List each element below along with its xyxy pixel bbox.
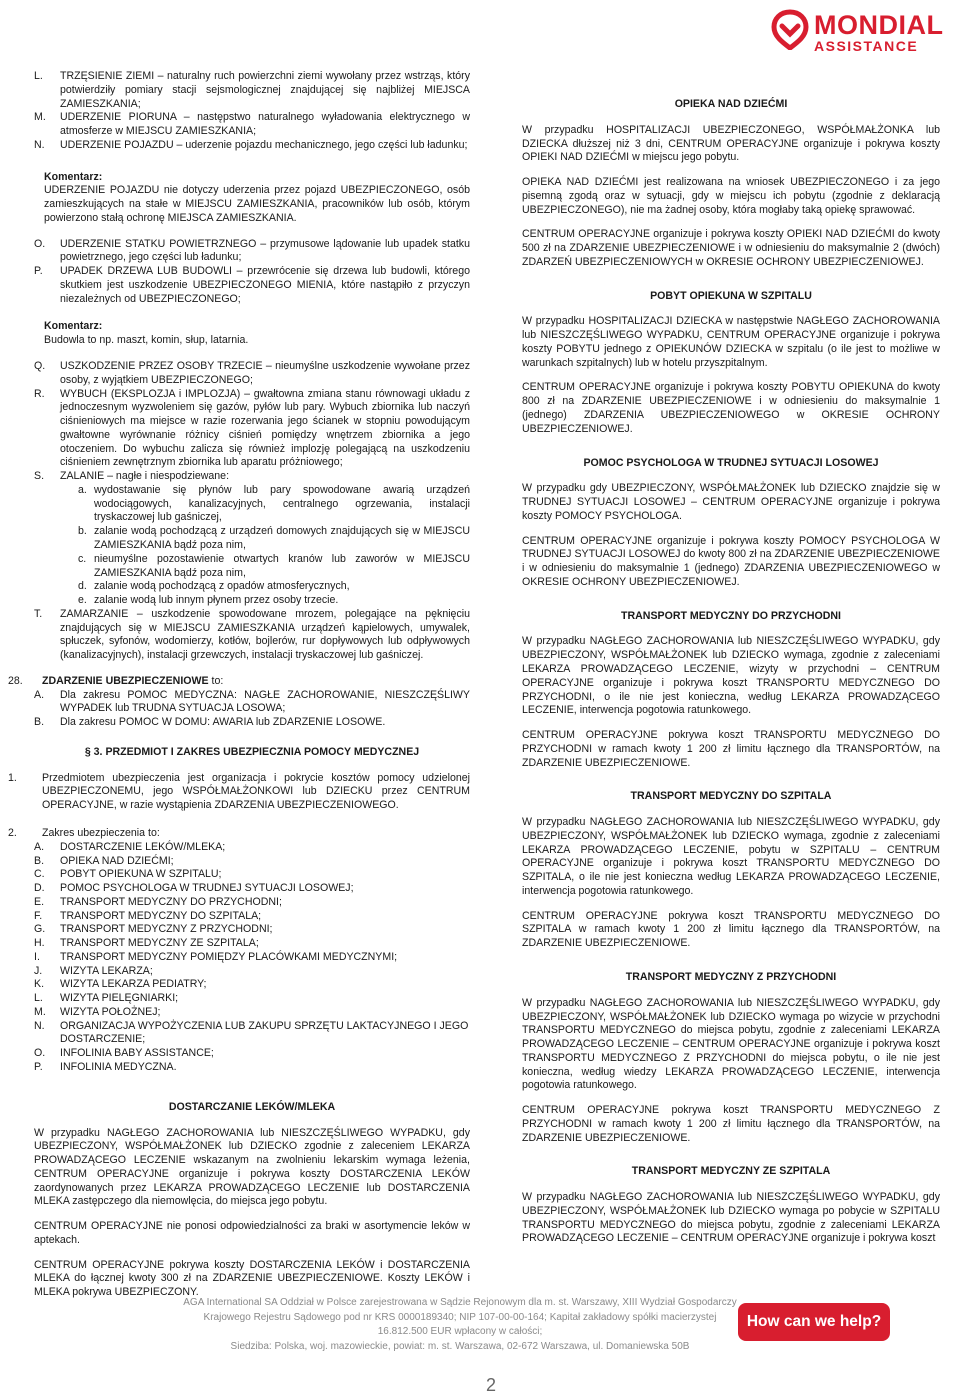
sub-marker: d. xyxy=(78,580,87,593)
scope-item xyxy=(34,965,470,979)
numbered-item-28 xyxy=(8,674,470,689)
scope-text: INFOLINIA MEDYCZNA. xyxy=(60,1061,177,1073)
numbered-item-2 xyxy=(8,826,470,841)
list-item xyxy=(34,689,470,717)
help-button[interactable]: How can we help? xyxy=(738,1303,890,1341)
scope-marker: D. xyxy=(34,882,45,895)
brand-logo xyxy=(770,6,960,56)
mondial-logo-icon xyxy=(770,8,810,50)
paragraph: W przypadku NAGŁEGO ZACHOROWANIA lub NIESZCZĘŚLIWEGO WYPADKU, gdy UBEZPIECZONY, WSPÓŁMAŁŻONEK lub DZIECKO wymaga po pobycie w SZPITALU TRANSPORTU MEDYCZNEGO do miejsca pobytu, zgodnie z zaleceniami LEKARZA PROWADZĄCEGO LECZENIE – CENTRUM OPERACYJNE organizuje i pokrywa koszt xyxy=(522,1191,940,1245)
sub-item xyxy=(78,525,470,553)
scope-item xyxy=(34,923,470,937)
item-marker: Q. xyxy=(34,360,46,373)
item-text: Dla zakresu POMOC W DOMU: AWARIA lub ZDARZENIE LOSOWE. xyxy=(60,716,386,729)
paragraph: CENTRUM OPERACYJNE pokrywa koszt TRANSPORTU MEDYCZNEGO DO SZPITALA w ramach kwoty 1 200 zł limitu łącznego dla TRANSPORTÓW, na ZDARZENIE UBEZPIECZENIOWE. xyxy=(522,909,940,950)
scope-marker: H. xyxy=(34,937,45,950)
paragraph: W przypadku NAGŁEGO ZACHOROWANIA lub NIESZCZĘŚLIWEGO WYPADKU, gdy UBEZPIECZONY, WSPÓŁMAŁŻONEK lub DZIECKO wymaga, zgodnie z zaleceniami LEKARZA PROWADZĄCEGO LECZENIE, pobytu w SZPITALU – CENTRUM OPERACYJNE organizuje i pokrywa koszt TRANSPORTU MEDYCZNEGO DO SZPITALA, o ile nie jest konieczna według LEKARZA PROWADZĄCEGO LECZENIE, interwencja pogotowia ratunkowego. xyxy=(522,816,940,897)
item-marker: O. xyxy=(34,237,46,250)
section-title: POBYT OPIEKUNA W SZPITALU xyxy=(650,289,812,302)
paragraph: CENTRUM OPERACYJNE organizuje i pokrywa koszty OPIEKI NAD DZIEĆMI do kwoty 500 zł na ZDARZENIE UBEZPIECZENIOWE i w odniesieniu do maksymalnie 2 (dwóch) ZDARZEŃ UBEZPIECZENIOWYCH w OKRESIE OCHRONY UBEZPIECZENIOWEJ. xyxy=(522,228,940,268)
scope-marker: I. xyxy=(34,950,40,963)
item-text: UDERZENIE POJAZDU – uderzenie pojazdu mechanicznego, jego części lub ładunku; xyxy=(60,138,468,151)
paragraph: OPIEKA NAD DZIEĆMI jest realizowana na wniosek UBEZPIECZONEGO i za jego pisemną zgodą oraz w sytuacji, gdy w miejscu ich pobytu (zgodnie z deklaracją UBEZPIECZONEGO), nie ma żadnej osoby, która mogłaby taką opiekę sprawować. xyxy=(522,176,940,216)
scope-marker: O. xyxy=(34,1047,46,1060)
sub-marker: a. xyxy=(78,483,87,496)
item-number: 1. xyxy=(8,771,17,784)
item-marker: P. xyxy=(34,265,43,278)
scope-text: POMOC PSYCHOLOGA W TRUDNEJ SYTUACJI LOSOWEJ; xyxy=(60,882,354,895)
legal-footer xyxy=(180,1296,740,1354)
sub-item xyxy=(78,484,470,525)
sub-text: zalanie wodą pochodzącą z opadów atmosferycznych, xyxy=(94,580,350,593)
list-item xyxy=(34,608,470,663)
scope-item xyxy=(34,978,470,992)
comment-label: Komentarz: xyxy=(44,320,103,333)
item-heading-suffix: to: xyxy=(211,674,224,687)
item-text: USZKODZENIE PRZEZ OSOBY TRZECIE – nieumyślne uszkodzenie wywołane przez osoby, z wyjątkiem UBEZPIECZONEGO; xyxy=(60,360,470,386)
list-item xyxy=(34,388,470,471)
right-column xyxy=(522,98,940,1257)
scope-item xyxy=(34,937,470,951)
paragraph: W przypadku gdy UBEZPIECZONY, WSPÓŁMAŁŻONEK lub DZIECKO znajdzie się w TRUDNEJ SYTUACJI LOSOWEJ – CENTRUM OPERACYJNE organizuje i pokrywa koszty POMOCY PSYCHOLOGA. xyxy=(522,482,940,522)
item-text: UDERZENIE STATKU POWIETRZNEGO – przymusowe lądowanie lub upadek statku powietrznego, jego części lub ładunku; xyxy=(60,237,470,264)
item-text: UPADEK DRZEWA LUB BUDOWLI – przewrócenie się drzewa lub budowli, którego skutkiem jest uszkodzenie UBEZPIECZONEGO MIENIA, które nastąpiło z przyczyn niezależnych od UBEZPIECZONEGO; xyxy=(60,265,470,305)
item-marker: N. xyxy=(34,138,45,151)
scope-text: OPIEKA NAD DZIEĆMI; xyxy=(60,854,174,867)
footer-line: Krajowego Rejestru Sądowego pod nr KRS 0000189340; NIP 107-00-00-164; Kapitał zakładowy spółki macierzystej 16.812.500 EUR wpłacony w całości; xyxy=(203,1311,717,1337)
numbered-item-1 xyxy=(8,771,470,813)
left-column xyxy=(8,70,470,1311)
item-text: ZALANIE – nagłe i niespodziewane: xyxy=(60,470,230,483)
sub-marker: b. xyxy=(78,525,87,538)
paragraph: W przypadku NAGŁEGO ZACHOROWANIA lub NIESZCZĘŚLIWEGO WYPADKU, gdy UBEZPIECZONY, WSPÓŁMAŁŻONEK lub DZIECKO wymaga po wizycie w przychodni TRANSPORTU MEDYCZNEGO do miejsca pobytu, zgodnie z zaleceniami LEKARZA PROWADZĄCEGO LECZENIE – CENTRUM OPERACYJNE organizuje i pokrywa koszt TRANSPORTU MEDYCZNEGO Z PRZYCHODNI do miejsca pobytu, o ile nie jest konieczna, według wiedzy LEKARZA PROWADZĄCEGO LECZENIE, interwencja pogotowia ratunkowego. xyxy=(522,996,940,1092)
comment-text: UDERZENIE POJAZDU nie dotyczy uderzenia przez pojazd UBEZPIECZONEGO, osób zamieszkujących na stałe w MIEJSCU ZAMIESZKANIA, pracowników lub osób, którym powierzono stałą ochronę MIEJSCA ZAMIESZKANIA. xyxy=(44,184,470,224)
scope-item xyxy=(34,910,470,924)
scope-item xyxy=(34,1020,470,1048)
scope-text: TRANSPORT MEDYCZNY Z PRZYCHODNI; xyxy=(60,923,273,936)
item-text xyxy=(42,675,470,689)
paragraph: CENTRUM OPERACYJNE nie ponosi odpowiedzialności za braki w asortymencie leków w aptekach. xyxy=(34,1220,470,1246)
scope-marker: L. xyxy=(34,992,43,1005)
item-text: Przedmiotem ubezpieczenia jest organizacja i pokrycie kosztów pomocy udzielonej UBEZPIECZONEMU, jego WSPÓŁMAŁŻONKOWI lub DZIECKU przez CENTRUM OPERACYJNE, w razie wystąpienia ZDARZENIA UBEZPIECZENIOWEGO. xyxy=(42,771,470,812)
item-text: ZAMARZANIE – uszkodzenie spowodowane mrozem, polegające na pęknięciu znajdujących się w MIEJSCU ZAMIESZKANIA urządzeń kąpielowych, umywalek, spłuczek, syfonów, wodomierzy, kotłów, bojlerów, rur dopływowych lub odpływowych (kanalizacyjnych), instalacji grzewczych, instalacji tryskaczowej lub gaśniczej. xyxy=(60,607,470,662)
list-item xyxy=(34,238,470,266)
section-title: TRANSPORT MEDYCZNY ZE SZPITALA xyxy=(631,1165,831,1178)
section-title: TRANSPORT MEDYCZNY Z PRZYCHODNI xyxy=(625,970,837,983)
paragraph: CENTRUM OPERACYJNE pokrywa koszty DOSTARCZENIA LEKÓW i DOSTARCZENIA MLEKA do łącznej kwoty 300 zł na ZDARZENIE UBEZPIECZENIOWE. Koszty LEKÓW i MLEKA pokrywa UBEZPIECZONY. xyxy=(34,1258,470,1299)
item-text: WYBUCH (EKSPLOZJA i IMPLOZJA) – gwałtowna zmiana stanu równowagi układu z jednoczesnym wyzwoleniem się gazów, pyłów lub pary. Wybuch zbiornika lub naczyń ciśnieniowych ma miejsce w razie rozerwania jego ścianek w stopniu powodującym gwałtowne wyrównanie różnicy ciśnień pomiędzy wnętrzem zbiornika a jego otoczeniem. Do wybuchu zalicza się również implozję polegającą na uszkodzeniu ciśnieniem zewnętrznym zbiornika lub aparatu próżniowego; xyxy=(60,387,470,469)
scope-marker: B. xyxy=(34,854,45,867)
scope-marker: G. xyxy=(34,923,46,936)
scope-item xyxy=(34,992,470,1006)
scope-marker: F. xyxy=(34,909,43,922)
comment-box xyxy=(44,171,470,226)
scope-text: TRANSPORT MEDYCZNY POMIĘDZY PLACÓWKAMI MEDYCZNYMI; xyxy=(60,950,398,963)
item-number: 28. xyxy=(8,674,23,687)
item-text: TRZĘSIENIE ZIEMI – naturalny ruch powierzchni ziemi wywołany przez wstrząs, który potwierdziły pomiary stacji sejsmologicznej znajdującej się najbliżej MIEJSCA ZAMIESZKANIA; xyxy=(60,70,470,110)
sub-text: zalanie wodą lub innym płynem przez osoby trzecie. xyxy=(94,594,339,607)
footer-line: AGA International SA Oddział w Polsce zarejestrowana w Sądzie Rejonowym dla m. st. Warszawy, XIII Wydział Gospodarczy xyxy=(183,1297,737,1308)
scope-marker: N. xyxy=(34,1019,45,1032)
sub-text: nieumyślne pozostawienie otwartych kranów lub zaworów w MIEJSCU ZAMIESZKANIA bądź poza nim, xyxy=(94,552,470,579)
comment-box xyxy=(44,320,470,348)
item-text: UDERZENIE PIORUNA – następstwo naturalnego wyładowania elektrycznego w atmosferze w MIEJSCU ZAMIESZKANIA; xyxy=(60,111,470,138)
paragraph: W przypadku NAGŁEGO ZACHOROWANIA lub NIESZCZĘŚLIWEGO WYPADKU, gdy UBEZPIECZONY, WSPÓŁMAŁŻONEK lub DZIECKO zgodnie z zaleceniem LEKARZA PROWADZĄCEGO LECZENIE wskazanym na zwolnieniu lekarskim wymaga leżenia, CENTRUM OPERACYJNE organizuje i pokrywa koszty DOSTARCZENIA LEKÓW zaordynowanych przez LEKARZA PROWADZĄCEGO LECZENIE lub DOSTARCZENIA MLEKA zastępczego dla niemowlęcia, do miejsca jego pobytu. xyxy=(34,1126,470,1208)
scope-item xyxy=(34,855,470,869)
scope-text: WIZYTA LEKARZA PEDIATRY; xyxy=(60,978,207,991)
scope-text: TRANSPORT MEDYCZNY ZE SZPITALA; xyxy=(60,937,259,950)
scope-item xyxy=(34,1061,470,1075)
scope-marker: E. xyxy=(34,895,45,908)
sub-item xyxy=(78,580,470,594)
page-number: 2 xyxy=(486,1375,497,1395)
scope-item xyxy=(34,896,470,910)
list-item xyxy=(34,716,470,730)
scope-text: WIZYTA POŁOŻNEJ; xyxy=(60,1005,161,1018)
list-item xyxy=(34,265,470,306)
scope-text: POBYT OPIEKUNA W SZPITALU; xyxy=(60,868,222,881)
item-number: 2. xyxy=(8,826,17,839)
scope-text: ORGANIZACJA WYPOŻYCZENIA LUB ZAKUPU SPRZĘTU LAKTACYJNEGO I JEGO DOSTARCZENIE; xyxy=(60,1019,469,1046)
paragraph: CENTRUM OPERACYJNE organizuje i pokrywa koszty POBYTU OPIEKUNA do kwoty 800 zł na ZDARZENIE UBEZPIECZENIOWE i w odniesieniu do maksymalnie 1 (jednego) ZDARZENIA UBEZPIECZENIOWEGO w OKRESIE OCHRONY UBEZPIECZENIOWEJ. xyxy=(522,381,940,435)
footer-line: Siedziba: Polska, woj. mazowieckie, powiat: m. st. Warszawa, 02-672 Warszawa, ul. Domaniewska 50B xyxy=(230,1340,690,1352)
list-item xyxy=(34,360,470,388)
list-item xyxy=(34,470,470,484)
sub-item xyxy=(78,553,470,581)
sub-text: wydostawanie się płynów lub pary spowodowane awarią urządzeń wodociągowych, kanalizacyjnych, centralnego ogrzewania, instalacji tryskaczowej lub gaśniczej, xyxy=(94,483,470,524)
item-marker: M. xyxy=(34,111,46,124)
list-item xyxy=(34,139,470,153)
comment-text: Budowla to np. maszt, komin, słup, latarnia. xyxy=(44,334,249,347)
scope-text: WIZYTA LEKARZA; xyxy=(60,964,153,977)
logo-wordmark: MONDIAL xyxy=(814,10,944,40)
item-marker: L. xyxy=(34,70,43,82)
sub-text: zalanie wodą pochodzącą z urządzeń domowych znajdujących się w MIEJSCU ZAMIESZKANIA bądź poza nim, xyxy=(94,525,470,551)
item-text: Dla zakresu POMOC MEDYCZNA: NAGŁE ZACHOROWANIE, NIESZCZĘŚLIWY WYPADEK lub TRUDNA SYTUACJA LOSOWA; xyxy=(60,688,470,715)
item-marker: S. xyxy=(34,470,45,483)
scope-marker: J. xyxy=(34,964,43,977)
scope-item xyxy=(34,882,470,896)
scope-item xyxy=(34,1047,470,1061)
item-marker: B. xyxy=(34,716,45,729)
scope-list xyxy=(34,841,470,1075)
paragraph: CENTRUM OPERACYJNE pokrywa koszt TRANSPORTU MEDYCZNEGO Z PRZYCHODNI w ramach kwoty 1 200 zł limitu łącznego dla TRANSPORTÓW, na ZDARZENIE UBEZPIECZENIOWE. xyxy=(522,1104,940,1144)
scope-text: TRANSPORT MEDYCZNY DO SZPITALA; xyxy=(60,909,262,922)
section-title: TRANSPORT MEDYCZNY DO PRZYCHODNI xyxy=(621,609,841,622)
paragraph: CENTRUM OPERACYJNE pokrywa koszt TRANSPORTU MEDYCZNEGO DO PRZYCHODNI w ramach kwoty 1 200 zł limitu łącznego dla TRANSPORTÓW, na ZDARZENIE UBEZPIECZENIOWE. xyxy=(522,729,940,769)
paragraph: W przypadku HOSPITALIZACJI DZIECKA w następstwie NAGŁEGO ZACHOROWANIA lub NIESZCZĘŚLIWEGO WYPADKU, CENTRUM OPERACYJNE organizuje i pokrywa koszty POBYTU jednego z OPIEKUNÓW DZIECKA w szpitalu (o ile jest to możliwe w warunkach szpitalnych) lub w hotelu przyszpitalnym. xyxy=(522,315,940,369)
scope-marker: K. xyxy=(34,978,45,991)
section-heading: § 3. PRZEDMIOT I ZAKRES UBEZPIECZNIA POMOCY MEDYCZNEJ xyxy=(84,745,420,758)
item-marker: R. xyxy=(34,387,45,400)
paragraph: W przypadku HOSPITALIZACJI UBEZPIECZONEGO, WSPÓŁMAŁŻONKA lub DZIECKA dłuższej niż 3 dni, CENTRUM OPERACYJNE organizuje i pokrywa koszty OPIEKI NAD DZIEĆMI w miejscu jego pobytu. xyxy=(522,123,940,164)
item-marker: A. xyxy=(34,688,45,701)
scope-item xyxy=(34,1006,470,1020)
scope-marker: C. xyxy=(34,868,45,881)
sub-marker: e. xyxy=(78,594,87,607)
item-text: Zakres ubezpieczenia to: xyxy=(42,826,160,839)
section-title-dostarczanie: DOSTARCZANIE LEKÓW/MLEKA xyxy=(168,1100,336,1113)
section-title: OPIEKA NAD DZIEĆMI xyxy=(674,98,788,110)
scope-item xyxy=(34,841,470,855)
item-heading: ZDARZENIE UBEZPIECZENIOWE xyxy=(42,674,209,687)
scope-text: WIZYTA PIELĘGNIARKI; xyxy=(60,992,179,1005)
scope-item xyxy=(34,868,470,882)
section-title: TRANSPORT MEDYCZNY DO SZPITALA xyxy=(630,790,832,803)
comment-label: Komentarz: xyxy=(44,170,103,183)
scope-text: INFOLINIA BABY ASSISTANCE; xyxy=(60,1047,214,1060)
scope-text: TRANSPORT MEDYCZNY DO PRZYCHODNI; xyxy=(60,895,282,908)
scope-marker: P. xyxy=(34,1061,43,1073)
sub-marker: c. xyxy=(78,552,87,565)
section-title: POMOC PSYCHOLOGA W TRUDNEJ SYTUACJI LOSOWEJ xyxy=(583,456,879,469)
scope-text: DOSTARCZENIE LEKÓW/MLEKA; xyxy=(60,840,226,853)
paragraph: W przypadku NAGŁEGO ZACHOROWANIA lub NIESZCZĘŚLIWEGO WYPADKU, gdy UBEZPIECZONY, WSPÓŁMAŁŻONEK lub DZIECKO wymaga, zgodnie z zaleceniami LEKARZA PROWADZĄCEGO LECZENIE, wizyty w przychodni – CENTRUM OPERACYJNE organizuje i pokrywa koszt TRANSPORTU MEDYCZNEGO DO PRZYCHODNI, o ile nie jest konieczna, według LEKARZA PROWADZĄCEGO LECZENIE, interwencja pogotowia ratunkowego. xyxy=(522,635,940,717)
scope-marker: A. xyxy=(34,840,45,853)
scope-item xyxy=(34,951,470,965)
logo-subtitle: ASSISTANCE xyxy=(814,38,919,54)
list-item xyxy=(34,111,470,139)
item-marker: T. xyxy=(34,607,43,620)
list-item xyxy=(34,70,470,111)
paragraph: CENTRUM OPERACYJNE organizuje i pokrywa koszty POMOCY PSYCHOLOGA W TRUDNEJ SYTUACJI LOSOWEJ do kwoty 800 zł na ZDARZENIE UBEZPIECZENIOWE i w odniesieniu do maksymalnie 1 (jednego) ZDARZENIA UBEZPIECZENIOWEGO w OKRESIE OCHRONY UBEZPIECZENIOWEJ. xyxy=(522,534,940,588)
scope-marker: M. xyxy=(34,1005,46,1018)
sub-item xyxy=(78,594,470,608)
